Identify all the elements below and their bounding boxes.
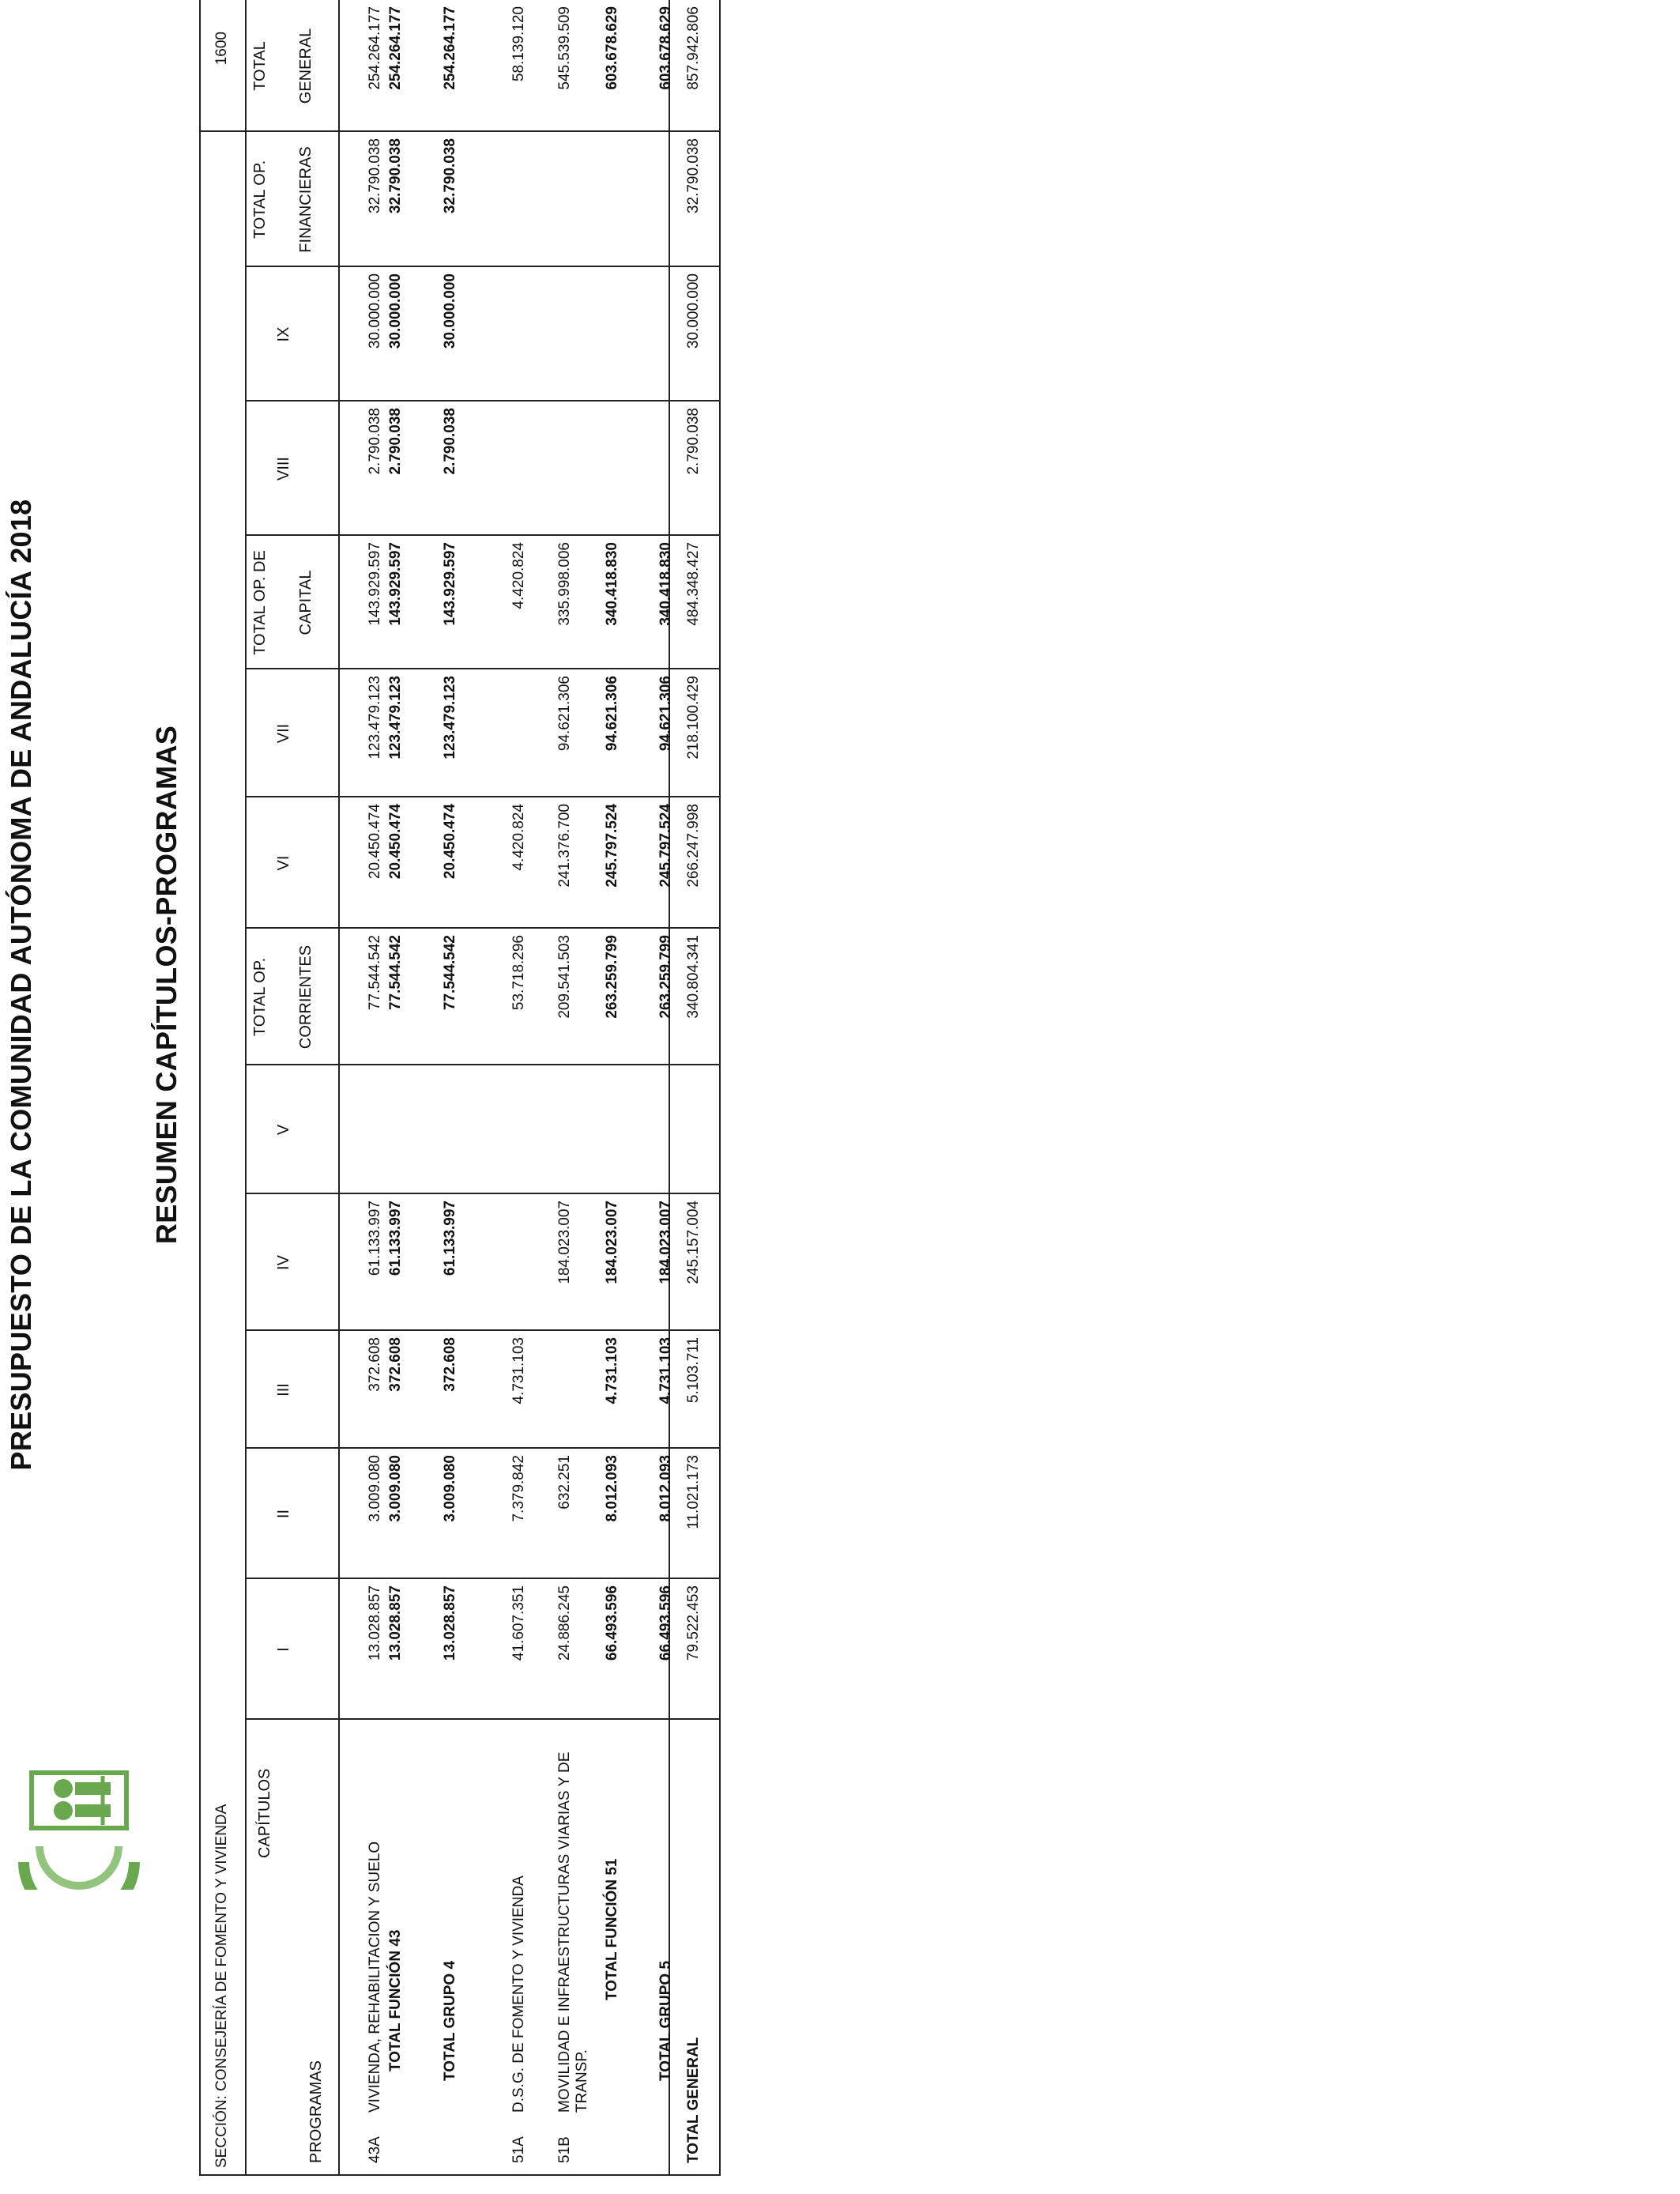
- cell-value: 77.544.542: [367, 935, 383, 1011]
- cell-value: 2.790.038: [387, 408, 404, 475]
- cell-value: 61.133.997: [387, 1201, 404, 1276]
- cell-value: 41.607.351: [510, 1585, 527, 1661]
- cell-value: 123.479.123: [387, 676, 404, 760]
- column-divider: [247, 1578, 719, 1579]
- cell-value: 20.450.474: [367, 804, 383, 880]
- grand-total-value: 245.157.004: [685, 1201, 702, 1284]
- cell-value: 13.028.857: [367, 1585, 383, 1661]
- cell-value: 7.379.842: [510, 1455, 527, 1522]
- cell-value: 3.009.080: [442, 1455, 458, 1522]
- cell-value: 66.493.596: [604, 1585, 620, 1661]
- cell-value: 123.479.123: [367, 676, 383, 760]
- cell-value: 13.028.857: [442, 1585, 458, 1661]
- cell-value: 209.541.503: [556, 935, 573, 1019]
- column-header: VIII: [275, 457, 292, 481]
- cell-value: 263.259.799: [657, 935, 674, 1019]
- junta-andalucia-logo-icon: [8, 1763, 150, 1890]
- cell-value: 143.929.597: [367, 542, 383, 626]
- cell-value: 372.608: [387, 1337, 404, 1392]
- column-divider: [247, 1193, 719, 1194]
- column-header: IX: [275, 326, 292, 342]
- cell-value: 545.539.509: [556, 6, 573, 90]
- column-divider: [247, 927, 719, 929]
- column-divider: [201, 130, 719, 132]
- column-divider: [247, 1064, 719, 1065]
- header-divider: [338, 0, 340, 2174]
- cell-value: 4.420.824: [510, 542, 527, 609]
- cell-value: 340.418.830: [657, 542, 674, 626]
- cell-value: 263.259.799: [604, 935, 620, 1019]
- column-header: TOTAL OP.: [251, 957, 269, 1037]
- cell-value: 245.797.524: [604, 804, 620, 888]
- section-label: SECCIÓN: CONSEJERÍA DE FOMENTO Y VIVIENDA: [213, 1804, 230, 2168]
- corner-label-capitulos: CAPÍTULOS: [256, 1768, 273, 1858]
- total-row-label: TOTAL FUNCIÓN 51: [604, 1858, 620, 2000]
- column-header: VI: [275, 855, 292, 871]
- column-divider: [247, 668, 719, 669]
- cell-value: 372.608: [442, 1337, 458, 1392]
- cell-value: 603.678.629: [657, 6, 674, 90]
- cell-value: 254.264.177: [387, 6, 404, 90]
- column-divider: [247, 1447, 719, 1449]
- cell-value: 4.731.103: [657, 1337, 674, 1404]
- grand-total-value: 11.021.173: [685, 1455, 702, 1529]
- cell-value: 184.023.007: [556, 1201, 573, 1284]
- section-strip: [201, 0, 247, 2174]
- cell-value: 8.012.093: [604, 1455, 620, 1522]
- grand-total-value: 79.522.453: [685, 1585, 702, 1661]
- cell-value: 4.731.103: [604, 1337, 620, 1404]
- cell-value: 3.009.080: [367, 1455, 383, 1522]
- program-label: VIVIENDA, REHABILITACION Y SUELO: [367, 1841, 383, 2113]
- total-row-label: TOTAL FUNCIÓN 43: [387, 1929, 404, 2071]
- cell-value: 254.264.177: [442, 6, 458, 90]
- cell-value: 340.418.830: [604, 542, 620, 626]
- cell-value: 24.886.245: [556, 1585, 573, 1661]
- column-header: TOTAL OP. DE: [251, 550, 269, 655]
- cell-value: 603.678.629: [604, 6, 620, 90]
- cell-value: 66.493.596: [657, 1585, 674, 1661]
- grand-total-value: 340.804.341: [685, 935, 702, 1019]
- cell-value: 143.929.597: [387, 542, 404, 626]
- cell-value: 4.731.103: [510, 1337, 527, 1404]
- column-header: V: [275, 1124, 292, 1136]
- cell-value: 123.479.123: [442, 676, 458, 760]
- section-code: 1600: [213, 32, 230, 66]
- cell-value: 30.000.000: [387, 273, 404, 349]
- cell-value: 2.790.038: [442, 408, 458, 475]
- cell-value: 77.544.542: [387, 935, 404, 1011]
- budget-table: [199, 0, 721, 2176]
- cell-value: 184.023.007: [604, 1201, 620, 1284]
- grand-total-value: 218.100.429: [685, 676, 702, 760]
- cell-value: 30.000.000: [442, 273, 458, 349]
- document-subtitle: RESUMEN CAPÍTULOS-PROGRAMAS: [150, 725, 183, 1245]
- grand-total-label: TOTAL GENERAL: [685, 2037, 702, 2163]
- grand-total-value: 5.103.711: [685, 1337, 702, 1404]
- column-header: IV: [275, 1255, 292, 1270]
- cell-value: 20.450.474: [387, 804, 404, 880]
- program-label-cont: TRANSP.: [574, 2049, 590, 2113]
- grand-total-value: 30.000.000: [685, 273, 702, 349]
- cell-value: 245.797.524: [657, 804, 674, 888]
- grand-total-value: 857.942.806: [685, 6, 702, 90]
- cell-value: 32.790.038: [387, 138, 404, 214]
- cell-value: 32.790.038: [367, 138, 383, 214]
- program-code: 51A: [510, 2136, 527, 2163]
- column-divider: [247, 1718, 719, 1720]
- column-header: I: [275, 1647, 292, 1652]
- column-divider: [247, 534, 719, 536]
- cell-value: 335.998.006: [556, 542, 573, 626]
- cell-value: 4.420.824: [510, 804, 527, 871]
- column-header: III: [275, 1383, 292, 1397]
- cell-value: 632.251: [556, 1455, 573, 1510]
- column-divider: [247, 266, 719, 267]
- program-label: MOVILIDAD E INFRAESTRUCTURAS VIARIAS Y DE: [556, 1751, 573, 2113]
- program-label: D.S.G. DE FOMENTO Y VIVIENDA: [510, 1875, 527, 2113]
- column-header-line2: FINANCIERAS: [297, 146, 315, 253]
- cell-value: 3.009.080: [387, 1455, 404, 1522]
- cell-value: 254.264.177: [367, 6, 383, 90]
- document-title: PRESUPUESTO DE LA COMUNIDAD AUTÓNOMA DE ANDALUCÍA 2018: [5, 499, 37, 1471]
- program-code: 51B: [556, 2136, 573, 2163]
- grand-total-value: 32.790.038: [685, 138, 702, 214]
- cell-value: 77.544.542: [442, 935, 458, 1011]
- cell-value: 58.139.120: [510, 6, 527, 82]
- cell-value: 32.790.038: [442, 138, 458, 214]
- cell-value: 143.929.597: [442, 542, 458, 626]
- grand-total-value: 266.247.998: [685, 804, 702, 888]
- cell-value: 94.621.306: [604, 676, 620, 752]
- cell-value: 13.028.857: [387, 1585, 404, 1661]
- cell-value: 2.790.038: [367, 408, 383, 475]
- cell-value: 8.012.093: [657, 1455, 674, 1522]
- cell-value: 241.376.700: [556, 804, 573, 888]
- cell-value: 94.621.306: [657, 676, 674, 752]
- cell-value: 53.718.296: [510, 935, 527, 1011]
- column-header: VII: [275, 723, 292, 744]
- column-header-line2: GENERAL: [297, 28, 315, 104]
- cell-value: 184.023.007: [657, 1201, 674, 1284]
- cell-value: 20.450.474: [442, 804, 458, 880]
- grand-total-value: 484.348.427: [685, 542, 702, 626]
- total-row-label: TOTAL GRUPO 5: [657, 1960, 674, 2081]
- total-divider: [669, 0, 670, 2174]
- column-header: TOTAL: [251, 41, 269, 91]
- cell-value: 61.133.997: [367, 1201, 383, 1276]
- program-code: 43A: [367, 2136, 383, 2163]
- cell-value: 94.621.306: [556, 676, 573, 752]
- column-header: II: [275, 1509, 292, 1519]
- column-header: TOTAL OP.: [251, 160, 269, 239]
- column-header-line2: CORRIENTES: [297, 944, 315, 1050]
- cell-value: 372.608: [367, 1337, 383, 1392]
- column-header-line2: CAPITAL: [297, 570, 315, 635]
- column-divider: [247, 796, 719, 797]
- column-divider: [247, 1329, 719, 1331]
- grand-total-value: 2.790.038: [685, 408, 702, 475]
- cell-value: 61.133.997: [442, 1201, 458, 1276]
- corner-label-programas: PROGRAMAS: [307, 2060, 325, 2163]
- column-divider: [247, 400, 719, 401]
- total-row-label: TOTAL GRUPO 4: [442, 1960, 458, 2081]
- cell-value: 30.000.000: [367, 273, 383, 349]
